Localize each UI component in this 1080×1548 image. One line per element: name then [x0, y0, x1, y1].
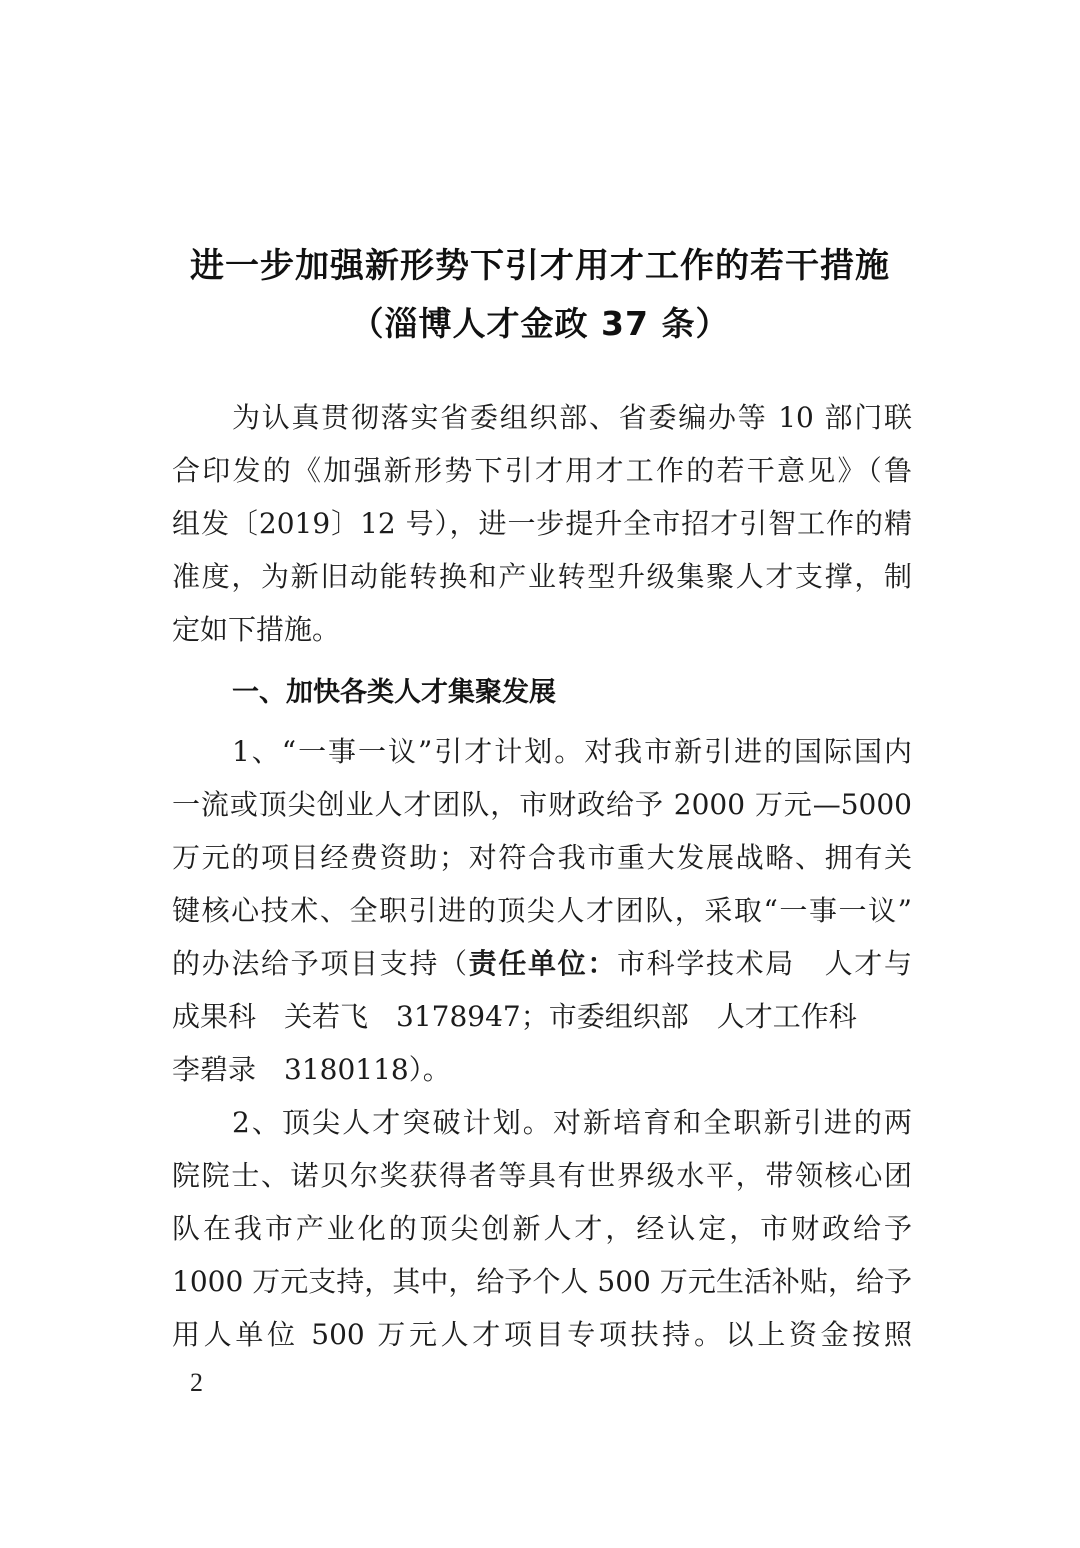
responsible-unit-label: 责任单位： — [468, 947, 617, 980]
page-number: 2 — [190, 1368, 203, 1397]
item2-line-4: 1000 万元支持，其中，给予个人 500 万元生活补贴，给予 — [172, 1265, 912, 1298]
item1-line-5-prefix: 的办法给予项目支持（ — [172, 947, 469, 980]
intro-line-1: 为认真贯彻落实省委组织部、省委编办等 10 部门联 — [232, 401, 912, 434]
item1-line-2: 一流或顶尖创业人才团队，市财政给予 2000 万元—5000 — [172, 788, 912, 821]
document-subtitle: （淄博人才金政 37 条） — [350, 304, 730, 343]
item1-line-7: 李碧录 3180118）。 — [172, 1053, 451, 1086]
intro-line-3: 组发〔2019〕12 号），进一步提升全市招才引智工作的精 — [172, 507, 912, 540]
item1-line-5 — [172, 944, 912, 984]
item2-line-2: 院院士、诺贝尔奖获得者等具有世界级水平，带领核心团 — [172, 1159, 912, 1192]
item1-line-4: 键核心技术、全职引进的顶尖人才团队，采取“一事一议” — [172, 894, 912, 927]
intro-line-2: 合印发的《加强新形势下引才用才工作的若干意见》（鲁 — [172, 454, 912, 487]
item2-line-1: 2、顶尖人才突破计划。对新培育和全职新引进的两 — [232, 1106, 912, 1139]
intro-line-5: 定如下措施。 — [172, 613, 341, 646]
item2-line-3: 队在我市产业化的顶尖创新人才，经认定，市财政给予 — [172, 1212, 912, 1245]
item1-line-6: 成果科 关若飞 3178947；市委组织部 人才工作科 — [172, 1000, 857, 1033]
section-heading: 一、加快各类人才集聚发展 — [232, 677, 556, 708]
item2-line-5: 用人单位 500 万元人才项目专项扶持。以上资金按照 — [172, 1318, 912, 1351]
item1-line-3: 万元的项目经费资助；对符合我市重大发展战略、拥有关 — [172, 841, 912, 874]
intro-line-4: 准度，为新旧动能转换和产业转型升级集聚人才支撑，制 — [172, 560, 912, 593]
item1-line-5-suffix: 市科学技术局 人才与 — [616, 947, 912, 980]
item1-line-1: 1、“一事一议”引才计划。对我市新引进的国际国内 — [232, 735, 912, 768]
document-title: 进一步加强新形势下引才用才工作的若干措施 — [190, 246, 890, 286]
